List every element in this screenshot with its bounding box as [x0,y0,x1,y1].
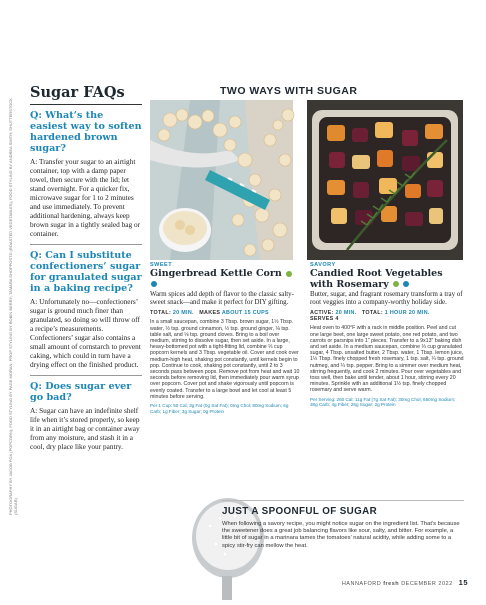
recipe-title [310,269,464,290]
faq-divider [30,244,142,245]
faq-title: Sugar FAQs [30,84,142,105]
popcorn-illustration [150,100,293,260]
popcorn-photo [150,100,293,260]
recipe-tag: SAVORY [310,262,336,268]
gluten-free-badge-icon [403,281,409,287]
total-value: 1 HOUR 20 MIN. [384,310,430,317]
sugar-faq-sidebar [30,84,142,457]
recipe-meta [310,310,464,322]
faq-answer-2: A: Unfortunately no—confectioners’ sugar is ground much finer than granulated, so doing so will throw off a recipe’s measurements. Confectioners’ sugar also contains a small amount of cornstarch to prevent caking, which could in turn have a drying effect on the finished product. [30,297,141,369]
root-vegetables-photo [307,100,463,260]
active-value: 20 MIN. [335,310,357,317]
gingerbread-kettle-corn-recipe [150,262,300,414]
faq-question-3: Q: Does sugar ever go bad? [30,381,132,403]
faq-divider [30,375,142,376]
vegetarian-badge-icon [286,271,292,277]
faq-question-2: Q: Can I substitute confectioners’ sugar for granulated sugar in a baking recipe? [30,250,142,294]
recipe-meta [150,310,300,316]
total-label: TOTAL: [150,310,172,317]
recipe-tag: SWEET [150,262,173,268]
recipe-nutrition: Per 1 Cup: 50 Cal; 3g Fat (0g Sat Fat); 0mg Chol; 80mg Sodium; 6g Carb; 1g Fiber; 3g Sugar; 0g Protein [150,403,289,414]
active-label: ACTIVE: [310,310,334,317]
total-label: TOTAL: [361,310,383,317]
footer-date: DECEMBER 2022 [401,581,453,587]
faq-question-1: Q: What’s the easiest way to soften hardened brown sugar? [30,110,142,154]
photo-credit: PHOTOGRAPHY BY JACOB FOX (POPCORN); FOOD STYLING BY PAGE MORAN; PROP STYLING BY ROBIN BERRY; TAMARA SHOPPOSTD (ROASTED VEGETABLES); FOOD STYLING BY ANDREA SMITH; SHUTTERSTOCK (SUGAR) [8,98,18,515]
total-value: 20 MIN. [172,310,194,317]
spoonful-text: When following a savory recipe, you might notice sugar on the ingredient list. That’s because the sweetener does a great job balancing flavors like sour, salty, and bitter. For example, a little bit of sugar in a marinara tames the tomatoes’ natural acidity, while adding some to a spicy stir-fry can mellow the heat. [222,521,460,549]
faq-answer-3: A: Sugar can have an indefinite shelf life when it’s stored properly, so keep it in an airtight bag or container away from any moisture, and stash it in a cool, dry place like your pantry. [30,406,140,451]
recipe-steps: In a small saucepan, combine 3 Tbsp. brown sugar, 1½ Tbsp. water, ½ tsp. ground cinnamon, ½ tsp. ground ginger, ⅛ tsp. table salt, and ⅛ tsp. ground cloves. Bring to a boil over medium, stirring to dissolve sugar, then set aside. In a large, heavy-bottomed pot with a tight-fitting lid, combine ⅓ cup popcorn kernels and 3 Tbsp. vegetable oil. Cover and cook over medium-high heat, shaking pot constantly, until kernels begin to pop. Continue to cook, shaking pot constantly, until 2 to 3 seconds pass between pops. Remove pot from heat and wait 10 seconds before removing lid, then immediately pour warm syrup over popcorn. Cover pot and shake vigorously until popcorn is evenly coated. Transfer to a large bowl and let cool at least 5 minutes before serving. [150,319,300,400]
recipe-title-text: Candied Root Vegetables with Rosemary [310,268,443,290]
root-vegetables-illustration [307,100,463,260]
faq-answer-1: A: Transfer your sugar to an airtight container, top with a damp paper towel, then secure with the lid; let stand overnight. For a quicker fix, microwave sugar for 1 to 2 minutes and use immediately. To prevent additional hardening, always keep brown sugar in a tightly sealed bag or container. [30,157,141,238]
page-footer [342,578,468,587]
page-number: 15 [458,578,468,587]
recipe-nutrition: Per Serving: 260 Cal; 11g Fat (7g Sat Fat); 30mg Chol; 650mg Sodium; 38g Carb; 4g Fiber; 25g Sugar; 2g Protein [310,396,456,408]
section-heading: TWO WAYS WITH SUGAR [220,85,358,97]
recipe-steps: Heat oven to 400°F with a rack in middle position. Peel and cut one large beet, one large sweet potato, one red potato, and two carrots or parsnips into 1" pieces. Transfer to a 9x13" baking dish and set aside. In a medium saucepan, combine ⅓ cup granulated sugar, 4 Tbsp. unsalted butter, 2 Tbsp. water, 1 Tbsp. lemon juice, 1½ Tbsp. finely chopped fresh rosemary, 1 tsp. salt, ¼ tsp. ground nutmeg, and ¼ tsp. pepper. Bring to a simmer over medium heat, stirring frequently, and cook 2 minutes. Pour over vegetables and toss well, then bake until tender, about 1 hour, stirring every 20 minutes. Sprinkle with an additional 1½ tsp. finely chopped rosemary and serve warm. [310,325,464,394]
spoonful-title: JUST A SPOONFUL OF SUGAR [222,500,464,517]
recipe-title [150,269,300,290]
footer-magazine: fresh [383,581,400,587]
gluten-free-badge-icon [151,281,157,287]
spoonful-of-sugar-box [222,500,464,550]
candied-root-vegetables-recipe [310,262,464,408]
recipe-description: Butter, sugar, and fragrant rosemary transform a tray of root veggies into a company-worthy holiday side. [310,291,463,307]
recipe-description: Warm spices add depth of flavor to the classic salty-sweet snack—and make it perfect for DIY gifting. [150,291,294,307]
footer-brand: HANNAFORD [341,581,382,587]
vegetarian-badge-icon [393,281,399,287]
makes-label: MAKES [199,310,221,317]
makes-value: ABOUT 15 CUPS [221,310,269,317]
recipe-title-text: Gingerbread Kettle Corn [150,268,282,279]
serves-value: SERVES 4 [310,316,339,323]
